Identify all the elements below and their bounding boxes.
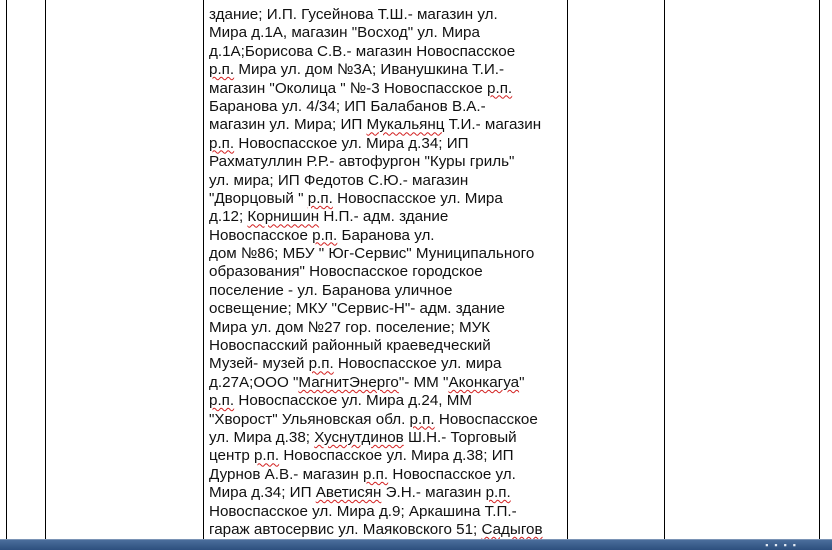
misspelled-word: р.п. — [363, 465, 389, 483]
text-segment: здание; И.П. Гусейнова Т.Ш.- магазин ул. — [209, 6, 498, 23]
text-segment: д.12; — [209, 208, 248, 226]
text-line — [209, 337, 569, 355]
text-segment: Н.П.- адм. здание — [319, 208, 449, 226]
table-column-divider — [45, 0, 46, 539]
misspelled-word: р.п. — [253, 447, 280, 465]
misspelled-word: р.п. — [487, 79, 513, 97]
misspelled-word: Мукальянц — [366, 116, 445, 134]
text-segment: Новоспасское ул. Мира д.24, ММ — [234, 392, 473, 410]
text-line — [209, 6, 569, 24]
text-segment: "Хворост" Ульяновская обл. — [209, 410, 410, 428]
table-column-divider — [664, 0, 665, 539]
table-column-divider — [203, 0, 204, 539]
text-line — [209, 172, 569, 190]
text-line — [209, 484, 569, 502]
misspelled-word: р.п. — [409, 410, 435, 428]
text-segment: Баранова ул. — [337, 226, 435, 244]
text-line — [209, 355, 569, 373]
text-line — [209, 282, 569, 300]
misspelled-word: р.п. — [209, 61, 235, 79]
text-segment: Рахматуллин Р.Р.- автофургон "Куры гриль" — [209, 153, 515, 171]
table-border-right — [819, 0, 820, 539]
text-segment: Музей- музей — [209, 355, 309, 373]
text-line — [209, 43, 569, 61]
text-segment: Э.Н.- магазин — [381, 484, 486, 502]
text-segment: магазин "Околица " №-3 Новоспасское — [209, 79, 488, 97]
text-line — [209, 208, 569, 226]
text-segment: центр — [209, 447, 254, 465]
text-line — [209, 227, 569, 245]
text-line — [209, 24, 569, 42]
text-line — [209, 135, 569, 153]
text-segment: Новоспасское ул. Мира д.9; Аркашина Т.П.- — [209, 502, 517, 520]
text-segment: Ш.Н.- Торговый — [403, 428, 517, 446]
text-line — [209, 98, 569, 116]
text-segment: "Дворцовый " — [209, 189, 308, 207]
misspelled-word: Корнишин — [247, 208, 320, 226]
text-segment: Дурнов А.В.- магазин — [209, 465, 364, 483]
text-segment: дом №86; МБУ " Юг-Сервис" Муниципального — [209, 245, 535, 263]
text-line — [209, 411, 569, 429]
status-bar-icons: ▪▪▪▪ — [765, 540, 802, 550]
table-border-left — [6, 0, 7, 539]
text-segment: Новоспасское — [209, 226, 313, 244]
text-segment: Мира ул. дом №27 гор. поселение; МУК — [209, 318, 491, 336]
text-segment: ул. мира; ИП Федотов С.Ю.- магазин — [209, 171, 469, 189]
status-bar — [0, 539, 832, 550]
text-line — [209, 80, 569, 98]
misspelled-word: р.п. — [209, 392, 235, 410]
misspelled-word: р.п. — [312, 226, 338, 244]
text-segment: Новоспасское ул. — [388, 465, 516, 483]
misspelled-word: р.п. — [308, 355, 334, 373]
text-line — [209, 466, 569, 484]
text-line — [209, 245, 569, 263]
text-line — [209, 392, 569, 410]
text-segment: Новоспасское ул. мира — [333, 355, 502, 373]
text-segment: поселение - ул. Баранова уличное — [209, 281, 453, 299]
text-segment: гараж автосервис ул. Маяковского 51; — [209, 520, 482, 538]
text-line — [209, 429, 569, 447]
misspelled-word: р.п. — [209, 134, 235, 152]
text-segment: Мира д.1А, магазин "Восход" ул. Мира — [209, 24, 480, 42]
text-line — [209, 190, 569, 208]
text-line — [209, 153, 569, 171]
text-segment: д.1А;Борисова С.В.- магазин Новоспасское — [209, 42, 516, 60]
text-segment: образования" Новоспасское городское — [209, 263, 483, 281]
text-segment: " — [519, 373, 525, 391]
text-segment: Новоспасский районный краеведческий — [209, 337, 491, 355]
misspelled-word: Аветисян — [315, 484, 382, 502]
text-segment: Новоспасское ул. Мира д.38; ИП — [279, 447, 514, 465]
misspelled-word: МагнитЭнерго — [298, 373, 399, 391]
text-segment: Новоспасское ул. Мира — [332, 189, 503, 207]
text-line — [209, 61, 569, 79]
misspelled-word: Аконкагуа — [448, 373, 520, 391]
table-cell-text[interactable] — [209, 6, 569, 539]
text-line — [209, 374, 569, 392]
text-line — [209, 116, 569, 134]
text-line — [209, 521, 569, 539]
text-line — [209, 300, 569, 318]
misspelled-word: р.п. — [307, 189, 333, 207]
text-segment: Мира д.34; ИП — [209, 484, 316, 502]
text-line — [209, 319, 569, 337]
misspelled-word: Хуснутдинов — [314, 428, 404, 446]
text-segment: Новоспасское ул. Мира д.34; ИП — [234, 134, 469, 152]
misspelled-word: Садыгов — [481, 520, 543, 538]
text-segment: Мира ул. дом №3А; Иванушкина Т.И.- — [234, 61, 505, 79]
text-segment: "- ММ " — [398, 373, 449, 391]
text-segment: Новоспасское — [434, 410, 538, 428]
text-line — [209, 447, 569, 465]
text-line — [209, 263, 569, 281]
text-segment: магазин ул. Мира; ИП — [209, 116, 367, 134]
misspelled-word: р.п. — [485, 484, 511, 502]
text-line — [209, 503, 569, 521]
text-segment: д.27А;ООО " — [209, 373, 299, 391]
text-segment: Т.И.- магазин — [444, 116, 542, 134]
text-segment: ул. Мира д.38; — [209, 428, 315, 446]
text-segment: Баранова ул. 4/34; ИП Балабанов В.А.- — [209, 97, 486, 115]
text-segment: освещение; МКУ "Сервис-Н"- адм. здание — [209, 300, 505, 318]
